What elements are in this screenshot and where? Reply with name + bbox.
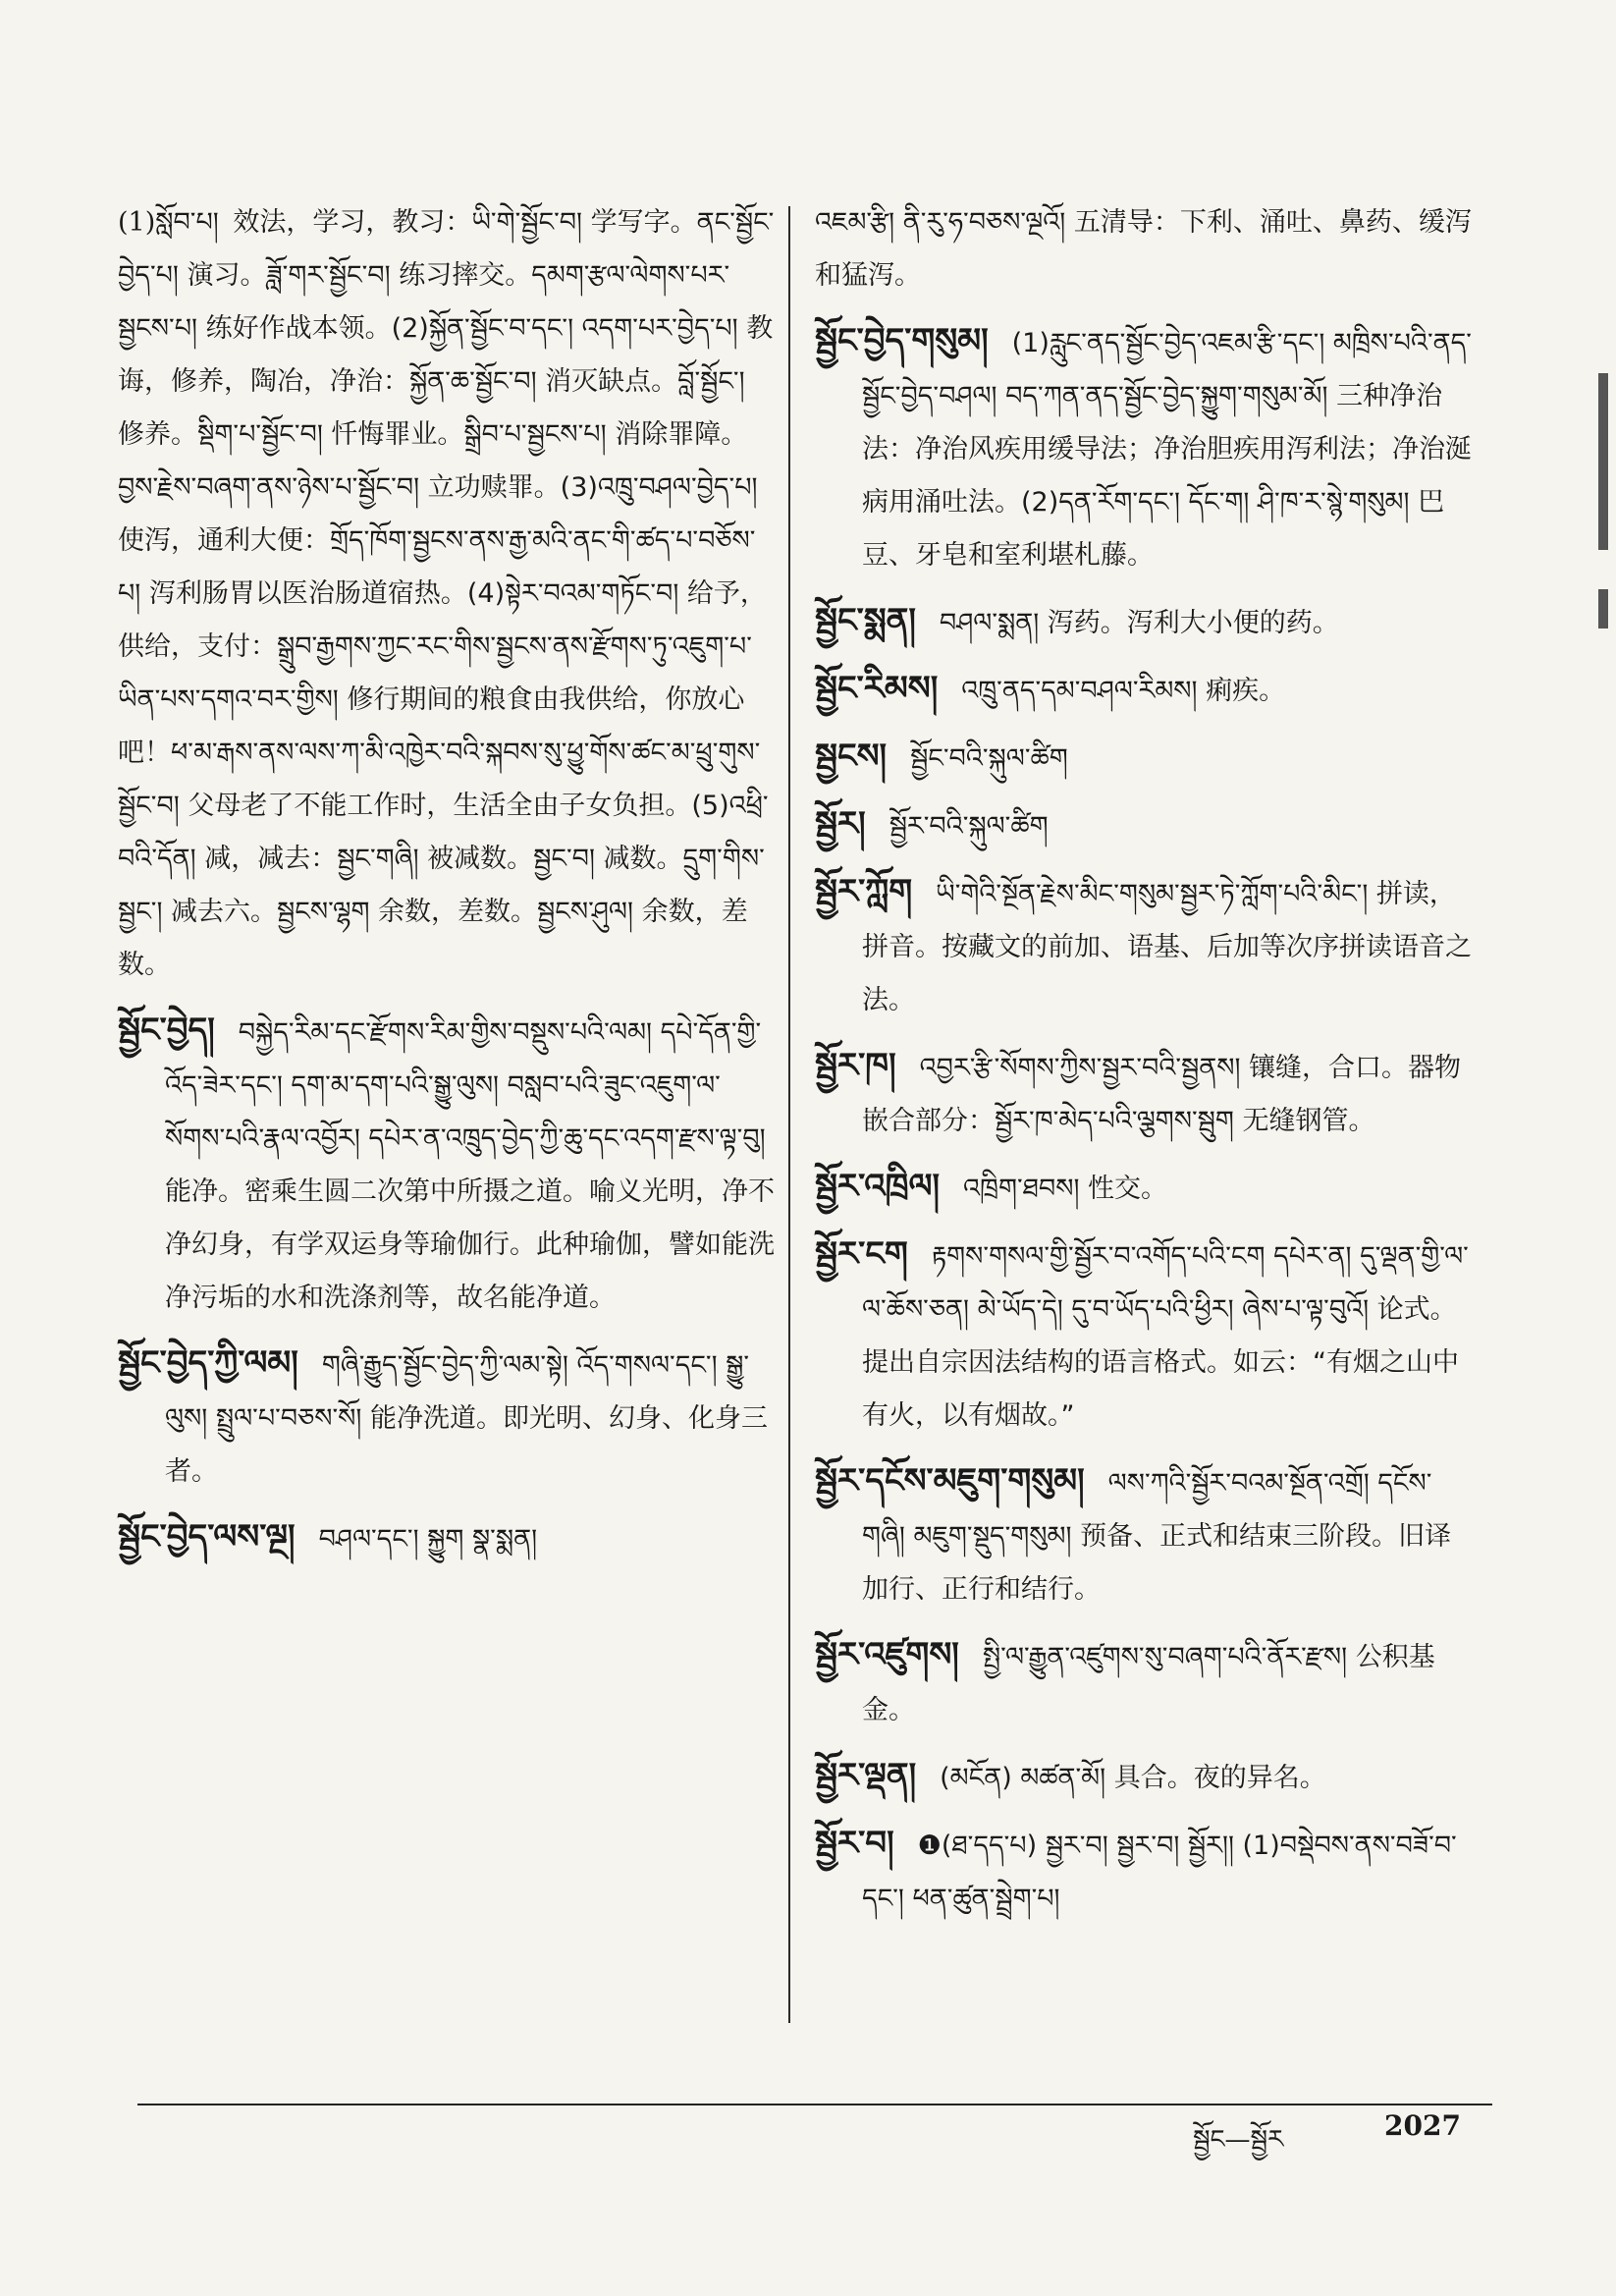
entry-headword: སྦྱོར་ངག	[815, 1234, 908, 1274]
entry-headword: སྦྱོང་བྱེད།	[118, 1011, 215, 1050]
dictionary-entry	[815, 1817, 1473, 1926]
entry-headword: སྦྱོང་བྱེད་གསུམ།	[815, 321, 989, 360]
entry-headword: སྦྱོར།	[815, 804, 866, 844]
entry-definition: རྟགས་གསལ་གྱི་སྦྱོར་བ་འགོད་པའི་ངག དཔེར་ན། དུ་ལྡན་གྱི་ལ་ལ་ཆོས་ཅན། མེ་ཡོད་དེ། དུ་བ་ཡོད་པའི་ཕྱིར། ཞེས་པ་ལྟ་བུའོ། 论式。提出自宗因法结构的语言格式。如云：“有烟之山中有火，以有烟故。”	[862, 1241, 1469, 1431]
entry-headword: སྦྱོར་ཀློག	[815, 872, 913, 911]
entry-definition: སྦྱོར་བའི་སྐུལ་ཚིག	[889, 811, 1049, 842]
entry-headword: སྦྱོར་དངོས་མཇུག་གསུམ།	[815, 1461, 1085, 1501]
page-number: 2027	[1384, 2109, 1461, 2142]
entry-headword: སྦྱོར་འཛུགས།	[815, 1635, 959, 1674]
entry-headword: སྦྱོར་ཁ།	[815, 1046, 896, 1085]
entry-definition: ཡི་གེ་སྦྱོང་བ། 学写字。ནང་སྦྱོང་བྱེད་པ། 演习。ཟློ་གར་སྦྱོང་བ། 练习摔交。དམག་རྩལ་ལེགས་པར་སྦྱངས་པ། 练好作战本领。(2)སྐྱོན་སྦྱོང་བ་དང་། འདག་པར་བྱེད་པ། 教诲，修养，陶冶，净治：སྐྱོན་ཆ་སྦྱོང་བ། 消灭缺点。བློ་སྦྱོང་། 修养。སྡིག་པ་སྦྱོང་བ། 忏悔罪业。སྒྲིབ་པ་སྦྱངས་པ། 消除罪障。བྱས་རྗེས་བཞག་ནས་ཉེས་པ་སྦྱོང་བ། 立功赎罪。(3)འཁྲུ་བཤལ་བྱེད་པ། 使泻，通利大便：གྲོད་ཁོག་སྦྱངས་ནས་རྒྱ་མའི་ནང་གི་ཚད་པ་བཅོས་པ། 泻利肠胃以医治肠道宿热。(4)སྟེར་བའམ་གཏོང་བ། 给予，供给，支付：སྒྲུབ་རྒྱགས་ཀྱང་རང་གིས་སྦྱངས་ནས་རྫོགས་ཏུ་འཇུག་པ་ཡིན་པས་དགའ་བར་གྱིས། 修行期间的粮食由我供给，你放心吧！ཕ་མ་རྒས་ནས་ལས་ཀ་མི་འཁྱེར་བའི་སྐབས་སུ་ཕྱུ་གོས་ཚང་མ་ཕྲུ་གུས་སྦྱོང་བ། 父母老了不能工作时，生活全由子女负担。(5)འཕྲི་བའི་དོན། 减，减去：སྦྱང་གཞི། 被减数。སྦྱང་བ། 减数。དྲུག་གིས་སྦྱང་། 减去六。སྦྱངས་ལྷག 余数，差数。སྦྱངས་ཤུལ། 余数，差数。	[118, 207, 775, 980]
dictionary-entry	[118, 196, 776, 992]
entry-chinese: 效法，学习，教习：	[233, 207, 472, 238]
entry-headword: སྦྱོར་འཁྲིལ།	[815, 1167, 941, 1206]
entry-headword: སྦྱོང་བྱེད་ཀྱི་ལམ།	[118, 1343, 298, 1383]
dictionary-entry	[815, 1749, 1473, 1805]
running-head: སྦྱོང—སྦྱོར	[1193, 2125, 1284, 2155]
dictionary-entry	[118, 1004, 776, 1325]
footer-rule	[137, 2104, 1492, 2105]
entry-headword: སྦྱོང་རིམས།	[815, 669, 939, 708]
entry-definition: འཁྲིག་ཐབས། 性交。	[963, 1174, 1168, 1204]
entry-definition: (1)རླུང་ནད་སྦྱོང་བྱེད་འཇམ་རྩི་དང་། མཁྲིས་པའི་ནད་སྦྱོང་བྱེད་བཤལ། བད་ཀན་ནད་སྦྱོང་བྱེད་སྐྱུག་གསུམ་མོ། 三种净治法：净治风疾用缓导法；净治胆疾用泻利法；净治涎病用涌吐法。(2)དན་རོག་དང་། དོང་ག། ཤི་ཁ་ར་སྙེ་གསུམ། 巴豆、牙皂和室利堪札藤。	[862, 328, 1472, 571]
dictionary-entry	[118, 1510, 776, 1566]
dictionary-entry	[815, 1228, 1473, 1443]
entry-definition: འཁྲུ་ནད་དམ་བཤལ་རིམས། 痢疾。	[961, 676, 1286, 706]
entry-definition: བཤལ་སྨན། 泻药。泻利大小便的药。	[939, 608, 1339, 638]
dictionary-entry	[815, 1160, 1473, 1216]
dictionary-entry	[815, 1628, 1473, 1737]
dictionary-entry	[815, 662, 1473, 718]
entry-headword: སྦྱོང་བྱེད་ལས་ལྔ།	[118, 1517, 296, 1557]
entry-definition: སྤྱི་ལ་རྒྱུན་འཛུགས་སུ་བཞག་པའི་ནོར་རྫས། 公积基金。	[862, 1642, 1435, 1725]
entry-definition: ལས་ཀའི་སྦྱོར་བའམ་སྔོན་འགྲོ། དངོས་གཞི། མཇུག་སྡུད་གསུམ། 预备、正式和结束三阶段。旧译加行、正行和结行。	[862, 1468, 1452, 1605]
entry-definition: བཤལ་དང་། སྐྱུག སྣ་སྨན།	[318, 1524, 538, 1555]
entry-headword: སྦྱངས།	[815, 737, 888, 776]
entry-definition: སྦྱོང་བའི་སྐུལ་ཚིག	[910, 743, 1068, 774]
dictionary-entry	[815, 196, 1473, 302]
entry-definition: ཡི་གེའི་སྔོན་རྗེས་མིང་གསུམ་སྦྱར་ཏེ་ཀློག་པའི་མིང་། 拼读，拼音。按藏文的前加、语基、后加等次序拼读语音之法。	[862, 879, 1472, 1015]
entry-headword: སྦྱོང་སྨན།	[815, 601, 916, 640]
entry-headword: སྦྱོར་བ།	[815, 1824, 894, 1863]
scan-edge-marks	[1577, 0, 1616, 2296]
entry-definition: ❶(ཐ་དད་པ) སྦྱར་བ། སྦྱར་བ། སྦྱོར།། (1)བསྡེབས་ནས་བཟོ་བ་དང་། ཕན་ཚུན་སྦྲེག་པ།	[862, 1831, 1457, 1914]
entry-definition: འཇམ་རྩི། ནི་རུ་ཧ་བཅས་ལྔའོ། 五清导：下利、涌吐、鼻药、缓泻和猛泻。	[815, 207, 1472, 291]
dictionary-entry	[815, 1454, 1473, 1616]
entry-definition: བསྐྱེད་རིམ་དང་རྫོགས་རིམ་གྱིས་བསྡུས་པའི་ལམ། དཔེ་དོན་གྱི་འོད་ཟེར་དང་། དག་མ་དག་པའི་སྒྱུ་ལུས། བསླབ་པའི་ཟུང་འཇུག་ལ་སོགས་པའི་རྣལ་འབྱོར། དཔེར་ན་འཁྲུད་བྱེད་ཀྱི་ཆུ་དང་འདག་རྫས་ལྟ་བུ། 能净。密乘生圆二次第中所摄之道。喻义光明，净不净幻身，有学双运身等瑜伽行。此种瑜伽，譬如能洗净污垢的水和洗涤剂等，故名能净道。	[165, 1017, 775, 1313]
entry-definition: (མངོན) མཚན་མོ། 具合。夜的异名。	[940, 1763, 1326, 1793]
dictionary-entry	[815, 594, 1473, 650]
dictionary-entry	[815, 314, 1473, 582]
dictionary-entry	[815, 1039, 1473, 1148]
dictionary-entry	[815, 797, 1473, 853]
dictionary-entry	[118, 1337, 776, 1499]
dictionary-entry	[815, 730, 1473, 786]
entry-headword: སྦྱོར་ལྡན།	[815, 1756, 917, 1795]
left-column	[118, 196, 776, 1578]
entry-tibetan: (1)སློབ་པ།	[118, 207, 228, 238]
right-column	[815, 196, 1473, 1938]
column-divider	[788, 206, 790, 2023]
dictionary-entry	[815, 865, 1473, 1027]
entry-definition: འབྱར་རྩི་སོགས་ཀྱིས་སྦྱར་བའི་སྦྱནས། 镶缝，合口。器物嵌合部分：སྦྱོར་ཁ་མེད་པའི་ལྕགས་སྦུག 无缝钢管。	[862, 1053, 1462, 1136]
entry-definition: གཞི་རྒྱུད་སྦྱོང་བྱེད་ཀྱི་ལམ་སྟེ། འོད་གསལ་དང་། སྒྱུ་ལུས། སྤྲུལ་པ་བཅས་སོ། 能净洗道。即光明、幻身、化身三者。	[165, 1350, 768, 1487]
